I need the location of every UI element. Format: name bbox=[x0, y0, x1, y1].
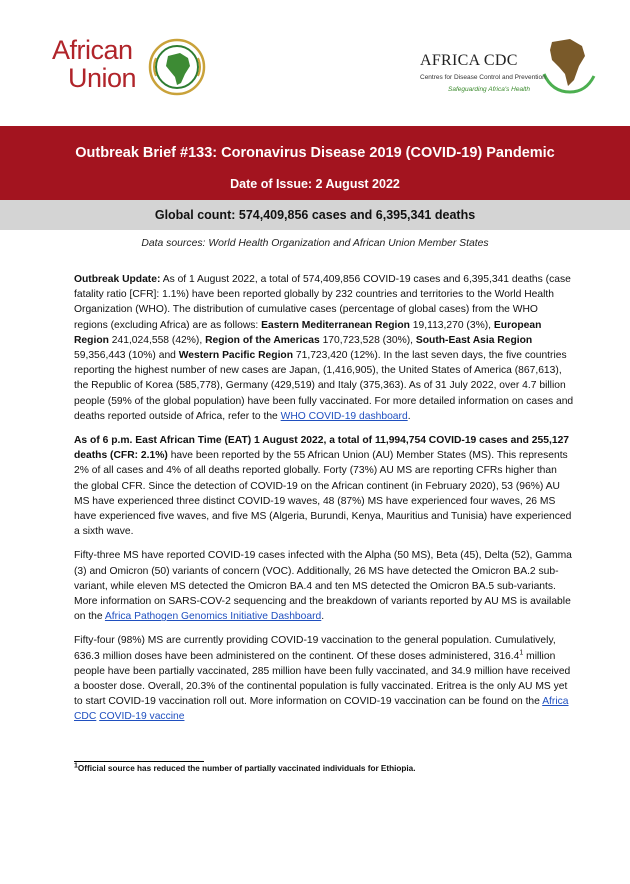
cdc-tagline: Safeguarding Africa's Health bbox=[448, 86, 530, 93]
africa-cdc-logo bbox=[418, 34, 603, 109]
au-emblem-icon bbox=[144, 36, 210, 98]
cdc-title: AFRICA CDC bbox=[420, 52, 518, 69]
global-count-banner: Global count: 574,409,856 cases and 6,395,341 deaths bbox=[0, 200, 630, 230]
african-union-logo bbox=[52, 36, 242, 100]
cdc-subtitle: Centres for Disease Control and Prevention bbox=[420, 74, 546, 81]
issue-date: Date of Issue: 2 August 2022 bbox=[230, 177, 400, 191]
vaccination-paragraph: Fifty-four (98%) MS are currently providing COVID-19 vaccination to the general population. Cumulatively, 636.3 million doses have been administered on the continent. Of these doses administered, 316.4$^1$ million people have been partially vaccinated, 285 million have been fully vaccinated, and 34.9 million have received a booster dose. Overall, 20.3% of the continental population is fully vaccinated. Eritrea is the only AU MS yet to start COVID-19 vaccination roll out. More information on COVID-19 vaccination can be found on the Africa CDC COVID-19 vaccine bbox=[74, 635, 571, 723]
footnote-marker: 1 bbox=[519, 649, 524, 657]
footnote: $^1$Official source has reduced the number of partially vaccinated individuals for Ethiopia. bbox=[74, 762, 416, 773]
brief-title: Outbreak Brief #133: Coronavirus Disease 2019 (COVID-19) Pandemic bbox=[75, 145, 555, 161]
variants-paragraph: Fifty-three MS have reported COVID-19 cases infected with the Alpha (50 MS), Beta (45), Delta (52), Gamma (3) and Omicron (50) variants of concern (VOC). Additionally, 26 MS have detected the Omicron BA.2 sub-variant, while eleven MS detected the Omicron BA.4 and ten MS detected the Omicron BA.5 sub-variants. More information on SARS-COV-2 sequencing and the breakdown of variants reported by AU MS is available on the Africa Pathogen Genomics Initiative Dashboard. bbox=[74, 550, 572, 623]
outbreak-update-lead: Outbreak Update: bbox=[74, 274, 161, 285]
africa-cdc-link[interactable]: Africa CDC bbox=[74, 696, 569, 723]
au-logo-text: African Union bbox=[52, 35, 137, 93]
africa-summary-lead: As of 6 p.m. East African Time (EAT) 1 August 2022, a total of 11,994,754 COVID-19 cases and 255,127 deaths (CFR: 2.1%) bbox=[74, 435, 570, 462]
who-dashboard-link[interactable]: WHO COVID-19 dashboard bbox=[280, 410, 408, 422]
footnote-divider bbox=[74, 761, 204, 762]
africa-summary-paragraph: As of 6 p.m. East African Time (EAT) 1 August 2022, a total of 11,994,754 COVID-19 cases and 255,127 deaths (CFR: 2.1%) have been reported by the 55 African Union (AU) Member States (MS). This represents 2% of all cases and 4% of all deaths reported globally. Forty (73%) AU MS are reporting CFRs higher than the global CFR. Since the detection of COVID-19 on the African continent (in February 2020), 53 (96%) AU MS have experienced three distinct COVID-19 waves, 48 (87%) MS have experienced four waves, 26 MS have experienced five waves, and five MS (Algeria, Burundi, Kenya, Mauritius and Tunisia) have experienced a sixth wave. bbox=[74, 435, 572, 538]
africa-map-icon bbox=[538, 34, 598, 98]
covid-vaccine-link[interactable]: COVID-19 vaccine bbox=[99, 711, 185, 723]
brief-content bbox=[74, 272, 574, 734]
data-sources: Data sources: World Health Organization and African Union Member States bbox=[141, 238, 489, 249]
header-logos bbox=[0, 0, 630, 126]
pathogen-genomics-dashboard-link[interactable]: Africa Pathogen Genomics Initiative Dashboard bbox=[104, 611, 322, 623]
outbreak-update-paragraph: Outbreak Update: As of 1 August 2022, a total of 574,409,856 COVID-19 cases and 6,395,341 deaths (case fatality ratio [CFR]: 1.1%) have been reported globally by 232 countries and territories to the World Health Organization (WHO). The distribution of cumulative cases (percentage of global cases) from the WHO regions (excluding Africa) are as follows: Eastern Mediterranean Region 19,113,270 (3%), European Region 241,024,558 (42%), Region of the Americas 170,723,528 (30%), South-East Asia Region 59,356,443 (10%) and Western Pacific Region 71,723,420 (12%). In the last seven days, the five countries reporting the highest number of new cases are Japan, (1,416,905), the United States of America (867,613), the Republic of Korea (585,778), Germany (429,519) and Italy (375,363). As of 31 July 2022, over 4.7 billion people (59% of the global population) have been fully vaccinated. For more detailed information on cases and deaths reported outside of Africa, refer to the WHO COVID-19 dashboard. bbox=[74, 274, 574, 422]
title-banner bbox=[0, 126, 630, 200]
